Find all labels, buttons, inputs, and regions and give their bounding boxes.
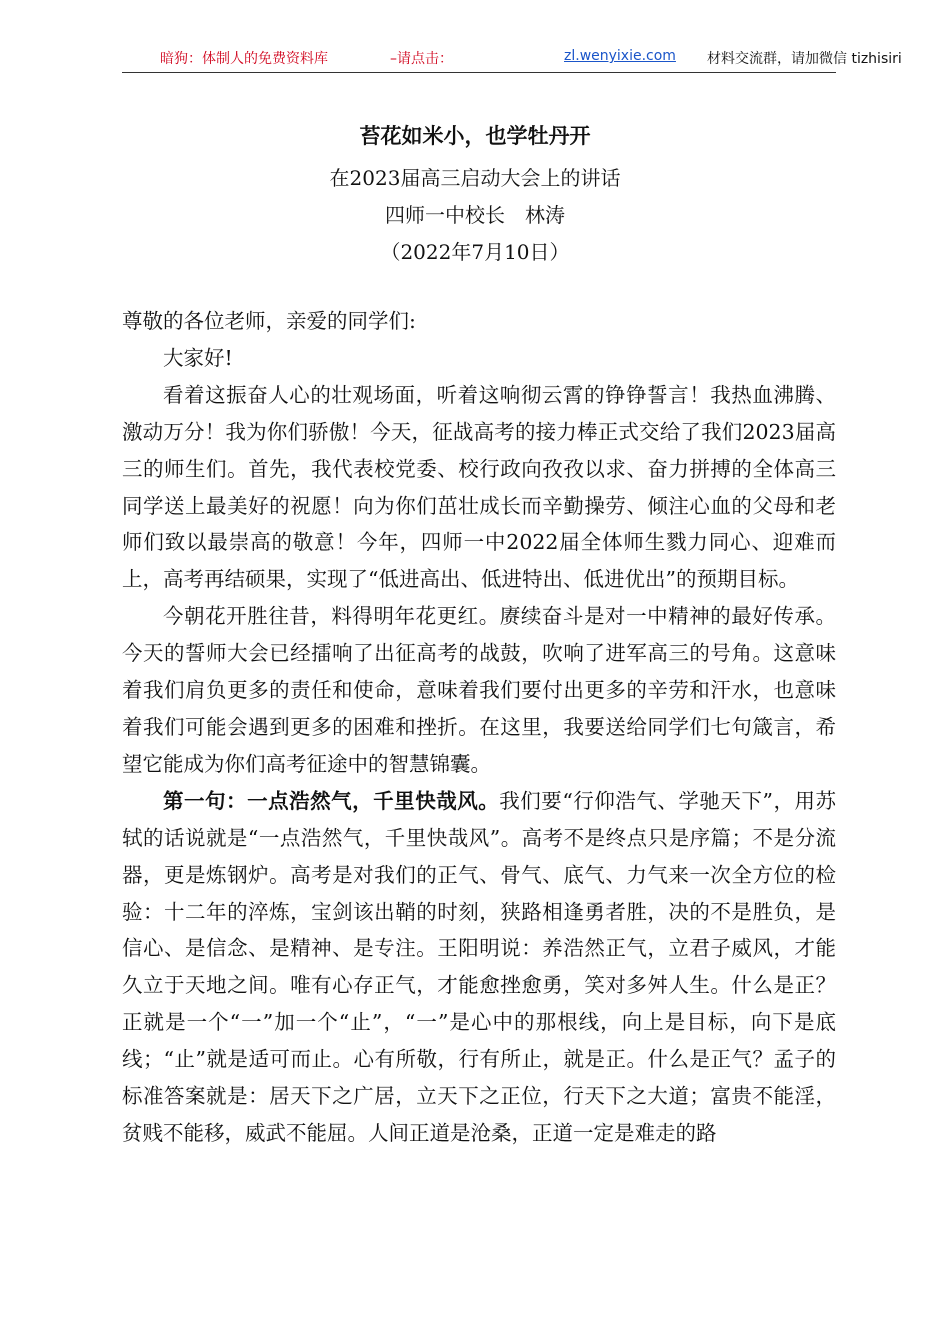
document-title: 苔花如米小，也学牡丹开 [359,123,591,148]
header-contact: 材料交流群，请加微信 tizhisiri [707,51,902,67]
header-prompt: –请点击： [390,51,453,67]
header-link[interactable]: zl.wenyixie.com [564,48,676,64]
header-brand: 暗狗：体制人的免费资料库 [160,51,328,67]
paragraph-3-lead: 第一句：一点浩然气，千里快哉风。 [163,788,500,813]
paragraph-2: 今朝花开胜往昔，料得明年花更红。赓续奋斗是对一中精神的最好传承。今天的誓师大会已经擂响了出征高考的战鼓，吹响了进军高三的号角。这意味着我们肩负更多的责任和使命，意味着我们要付出更多的辛劳和汗水，也意味着我们可能会遇到更多的困难和挫折。在这里，我要送给同学们七句箴言，希望它能成为你们高考征途中的智慧锦囊。 [122,604,836,776]
page-header [122,48,902,72]
greeting: 大家好! [163,345,233,370]
salutation: 尊敬的各位老师，亲爱的同学们: [122,309,416,333]
header-divider [122,72,836,73]
document-date: （2022年7月10日） [380,240,570,264]
document-body [122,303,836,1152]
paragraph-1: 看着这振奋人心的壮观场面，听着这响彻云霄的铮铮誓言！我热血沸腾、激动万分！我为你们骄傲！今天，征战高考的接力棒正式交给了我们2023届高三的师生们。首先，我代表校党委、校行政向孜孜以求、奋力拼搏的全体高三同学送上最美好的祝愿！向为你们茁壮成长而辛勤操劳、倾注心血的父母和老师们致以最崇高的敬意！今年，四师一中2022届全体师生戮力同心、迎难而上，高考再结硕果，实现了“低进高出、低进特出、低进优出”的预期目标。 [122,382,836,592]
paragraph-3 [122,783,836,1152]
document-author: 四师一中校长 林涛 [385,203,565,227]
paragraph-3-text: 我们要“行仰浩气、学驰天下”，用苏轼的话说就是“一点浩然气，千里快哉风”。高考不是终点只是序篇；不是分流器，更是炼钢炉。高考是对我们的正气、骨气、底气、力气来一次全方位的检验：十二年的淬炼，宝剑该出鞘的时刻，狭路相逢勇者胜，决的不是胜负，是信心、是信念、是精神、是专注。王阳明说：养浩然正气，立君子威风，才能久立于天地之间。唯有心存正气，才能愈挫愈勇，笑对多舛人生。什么是正？正就是一个“一”加一个“止”，“一”是心中的那根线，向上是目标，向下是底线；“止”就是适可而止。心有所敬，行有所止，就是正。什么是正气？孟子的标准答案就是：居天下之广居，立天下之正位，行天下之大道；富贵不能淫，贫贱不能移，威武不能屈。人间正道是沧桑，正道一定是难走的路 [122,788,836,1145]
document-subtitle: 在2023届高三启动大会上的讲话 [329,166,621,190]
